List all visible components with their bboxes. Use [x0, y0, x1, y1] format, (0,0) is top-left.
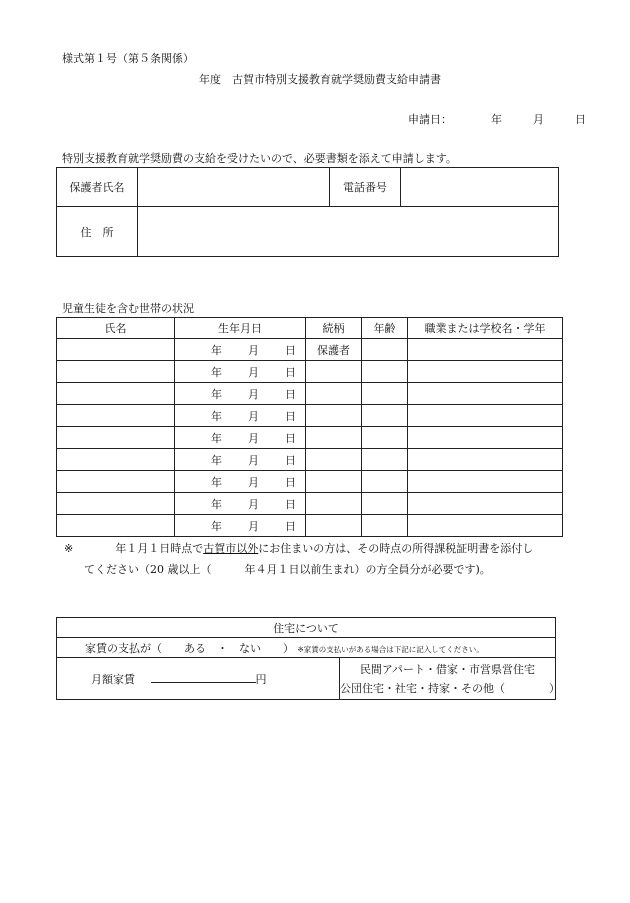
note-text-a: 年１月１日時点で	[115, 542, 204, 555]
birthdate-month: 月	[248, 497, 259, 511]
household-name-cell[interactable]	[57, 361, 175, 383]
birthdate-day: 日	[285, 365, 296, 379]
household-age-cell[interactable]	[362, 339, 408, 361]
table-row	[57, 515, 563, 537]
housing-types-line-2: 公団住宅・社宅・持家・その他（ ）	[340, 681, 560, 695]
birthdate-day: 日	[285, 453, 296, 467]
phone-label: 電話番号	[330, 168, 401, 207]
household-relation-cell[interactable]	[306, 427, 362, 449]
household-age-cell[interactable]	[362, 471, 408, 493]
household-occupation-cell[interactable]	[408, 361, 563, 383]
household-occupation-cell[interactable]	[408, 493, 563, 515]
birthdate-month: 月	[248, 365, 259, 379]
header-birthdate: 生年月日	[175, 318, 306, 339]
date-month: 月	[533, 113, 544, 126]
household-birthdate-cell[interactable]	[175, 471, 306, 493]
birthdate-year: 年	[211, 365, 222, 379]
rent-row	[57, 638, 556, 658]
birthdate-year: 年	[211, 475, 222, 489]
birthdate-day: 日	[285, 343, 296, 357]
household-name-cell[interactable]	[57, 339, 175, 361]
birthdate-month: 月	[248, 519, 259, 533]
address-field[interactable]	[138, 207, 559, 257]
household-relation-cell[interactable]	[306, 405, 362, 427]
household-occupation-cell[interactable]	[408, 449, 563, 471]
header-name: 氏名	[57, 318, 175, 339]
household-age-cell[interactable]	[362, 361, 408, 383]
table-row	[57, 493, 563, 515]
birthdate-month: 月	[248, 431, 259, 445]
household-heading: 児童生徒を含む世帯の状況	[62, 302, 194, 315]
intro-text: 特別支援教育就学奨励費の支給を受けたいので、必要書類を添えて申請します。	[62, 152, 457, 165]
table-row	[57, 383, 563, 405]
household-birthdate-cell[interactable]	[175, 405, 306, 427]
birthdate-day: 日	[285, 475, 296, 489]
header-occupation: 職業または学校名・学年	[408, 318, 563, 339]
household-birthdate-cell[interactable]	[175, 515, 306, 537]
form-number: 様式第１号（第５条関係）	[62, 52, 194, 65]
housing-types-cell	[340, 658, 560, 700]
birthdate-year: 年	[211, 409, 222, 423]
household-occupation-cell[interactable]	[408, 405, 563, 427]
household-birthdate-cell[interactable]	[175, 449, 306, 471]
note-mark: ※	[64, 542, 74, 555]
household-name-cell[interactable]	[57, 405, 175, 427]
table-row	[57, 339, 563, 361]
application-date	[408, 111, 586, 127]
birthdate-year: 年	[211, 343, 222, 357]
header-relation: 続柄	[306, 318, 362, 339]
household-age-cell[interactable]	[362, 405, 408, 427]
household-age-cell[interactable]	[362, 515, 408, 537]
household-table	[56, 317, 563, 537]
table-row	[57, 405, 563, 427]
note-line-1	[64, 540, 533, 556]
household-relation-cell[interactable]	[306, 471, 362, 493]
household-age-cell[interactable]	[362, 383, 408, 405]
birthdate-year: 年	[211, 431, 222, 445]
birthdate-day: 日	[285, 387, 296, 401]
yen-label: 円	[255, 672, 267, 686]
address-label: 住 所	[57, 207, 138, 257]
household-birthdate-cell[interactable]	[175, 493, 306, 515]
note-line-2: てください（20 歳以上（ 年４月１日以前生まれ）の方全員分が必要です)。	[84, 563, 491, 576]
rent-payment-line: 家賃の支払が（ ある ・ ない ）	[85, 641, 294, 655]
household-occupation-cell[interactable]	[408, 427, 563, 449]
table-row	[57, 361, 563, 383]
monthly-rent-label: 月額家賃	[91, 672, 135, 686]
household-relation-cell[interactable]	[306, 361, 362, 383]
household-relation-cell[interactable]	[306, 383, 362, 405]
applicant-table	[56, 167, 559, 257]
household-age-cell[interactable]	[362, 493, 408, 515]
birthdate-month: 月	[248, 453, 259, 467]
household-age-cell[interactable]	[362, 449, 408, 471]
household-occupation-cell[interactable]	[408, 471, 563, 493]
birthdate-month: 月	[248, 409, 259, 423]
birthdate-year: 年	[211, 497, 222, 511]
table-row	[57, 471, 563, 493]
housing-title: 住宅について	[57, 618, 556, 638]
birthdate-month: 月	[248, 343, 259, 357]
housing-types-line-1: 民間アパート・借家・市営県営住宅	[359, 662, 536, 676]
household-relation-cell[interactable]: 保護者	[306, 339, 362, 361]
page-title: 年度 古賀市特別支援教育就学奨励費支給申請書	[199, 73, 441, 86]
household-relation-cell[interactable]	[306, 449, 362, 471]
household-name-cell[interactable]	[57, 493, 175, 515]
monthly-rent-cell	[57, 658, 340, 700]
birthdate-day: 日	[285, 409, 296, 423]
household-occupation-cell[interactable]	[408, 339, 563, 361]
housing-table	[56, 617, 560, 700]
birthdate-month: 月	[248, 475, 259, 489]
table-row	[57, 427, 563, 449]
household-birthdate-cell[interactable]	[175, 339, 306, 361]
household-age-cell[interactable]	[362, 427, 408, 449]
household-name-cell[interactable]	[57, 515, 175, 537]
header-age: 年齢	[362, 318, 408, 339]
application-date-label: 申請日：	[408, 113, 452, 126]
household-birthdate-cell[interactable]	[175, 383, 306, 405]
household-name-cell[interactable]	[57, 383, 175, 405]
household-birthdate-cell[interactable]	[175, 361, 306, 383]
note-text-underlined: 古賀市以外	[203, 542, 259, 555]
birthdate-day: 日	[285, 431, 296, 445]
household-relation-cell[interactable]	[306, 515, 362, 537]
date-year: 年	[491, 113, 502, 126]
household-occupation-cell[interactable]	[408, 383, 563, 405]
household-occupation-cell[interactable]	[408, 515, 563, 537]
household-name-cell[interactable]	[57, 471, 175, 493]
phone-field[interactable]	[401, 168, 559, 207]
household-relation-cell[interactable]	[306, 493, 362, 515]
note-text-b: にお住まいの方は、その時点の所得課税証明書を添付し	[258, 542, 534, 555]
birthdate-year: 年	[211, 519, 222, 533]
birthdate-month: 月	[248, 387, 259, 401]
table-row	[57, 449, 563, 471]
guardian-name-field[interactable]	[138, 168, 330, 207]
birthdate-year: 年	[211, 387, 222, 401]
date-day: 日	[575, 113, 586, 126]
household-birthdate-cell[interactable]	[175, 427, 306, 449]
household-name-cell[interactable]	[57, 449, 175, 471]
guardian-name-label: 保護者氏名	[57, 168, 138, 207]
birthdate-day: 日	[285, 497, 296, 511]
rent-note: ※家賃の支払いがある場合は下記に記入してください。	[297, 644, 484, 654]
household-name-cell[interactable]	[57, 427, 175, 449]
birthdate-year: 年	[211, 453, 222, 467]
birthdate-day: 日	[285, 519, 296, 533]
monthly-rent-field[interactable]	[151, 671, 256, 683]
